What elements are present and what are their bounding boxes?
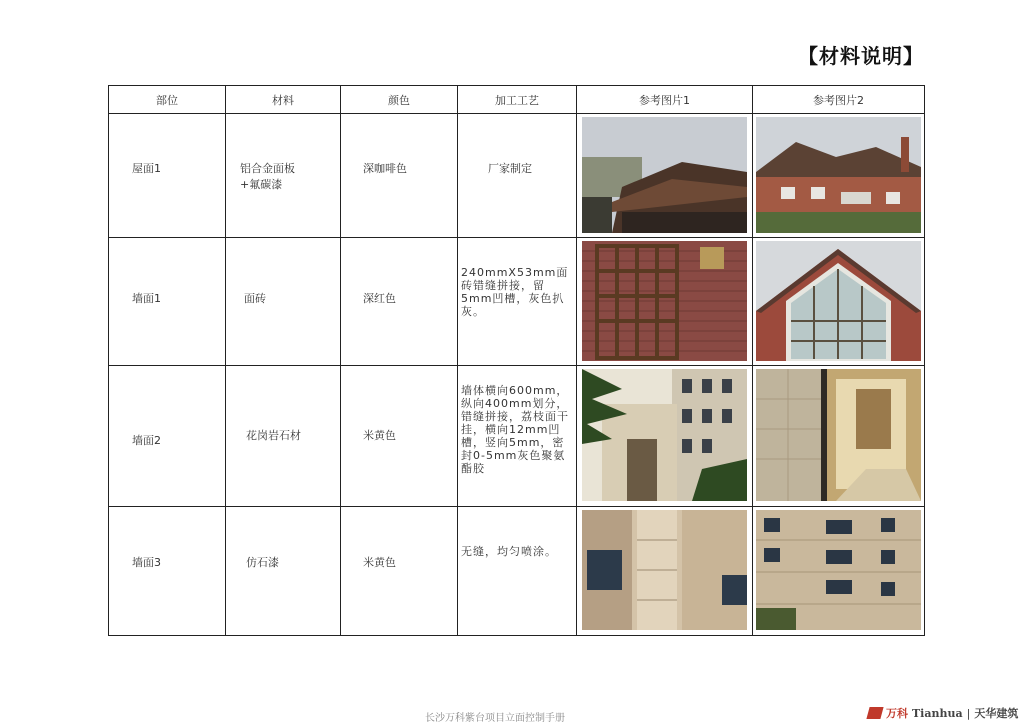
vanke-logo-icon	[866, 707, 883, 719]
color-cell: 深红色	[363, 292, 396, 305]
part-cell: 墙面1	[132, 292, 161, 305]
header-color: 颜色	[341, 86, 458, 114]
color-cell: 米黄色	[363, 556, 396, 569]
part-cell: 墙面3	[132, 556, 161, 569]
material-cell: 花岗岩石材	[246, 429, 301, 442]
header-part: 部位	[109, 86, 226, 114]
header-ref-image-2: 参考图片2	[753, 86, 925, 114]
tianhua-logo-cn: 天华建筑	[974, 707, 1019, 720]
table-row	[109, 238, 925, 366]
granite-reference-photo-2	[756, 369, 921, 501]
color-cell: 深咖啡色	[363, 162, 407, 175]
part-cell: 屋面1	[132, 162, 161, 175]
footer-project-text: 长沙万科紫台项目立面控制手册	[425, 713, 565, 724]
process-cell: 240mmX53mm面砖错缝拼接，留5mm凹槽，灰色扒灰。	[461, 266, 569, 318]
table-header-row	[109, 86, 925, 114]
materials-table	[108, 85, 925, 636]
material-cell: 面砖	[244, 292, 266, 305]
process-cell: 墙体横向600mm，纵向400mm划分，错缝拼接，荔枝面干挂，横向12mm凹槽，竖向5mm，密封0-5mm灰色聚氨酯胶	[461, 384, 569, 475]
material-cell: 仿石漆	[246, 556, 279, 569]
tianhua-logo-en: Tianhua	[912, 706, 963, 720]
color-cell: 米黄色	[363, 429, 396, 442]
granite-reference-photo-1	[582, 369, 747, 501]
part-cell: 墙面2	[132, 434, 161, 447]
stone-paint-reference-photo-1	[582, 510, 747, 630]
table-row	[109, 507, 925, 636]
roof-reference-photo-1	[582, 117, 747, 233]
material-cell: 铝合金面板 +氟碳漆	[240, 162, 295, 191]
vanke-logo-text: 万科	[886, 707, 908, 720]
brick-reference-photo-1	[582, 241, 747, 361]
logo-divider: |	[966, 706, 971, 720]
process-cell: 无缝，均匀喷涂。	[461, 545, 557, 558]
page-title: 【材料说明】	[798, 44, 924, 68]
table-row	[109, 114, 925, 238]
header-material: 材料	[226, 86, 341, 114]
brick-reference-photo-2	[756, 241, 921, 361]
roof-reference-photo-2	[756, 117, 921, 233]
footer-logos	[868, 705, 1018, 721]
stone-paint-reference-photo-2	[756, 510, 921, 630]
header-process: 加工工艺	[458, 86, 577, 114]
table-row	[109, 366, 925, 507]
process-cell: 厂家制定	[488, 162, 532, 175]
header-ref-image-1: 参考图片1	[577, 86, 753, 114]
